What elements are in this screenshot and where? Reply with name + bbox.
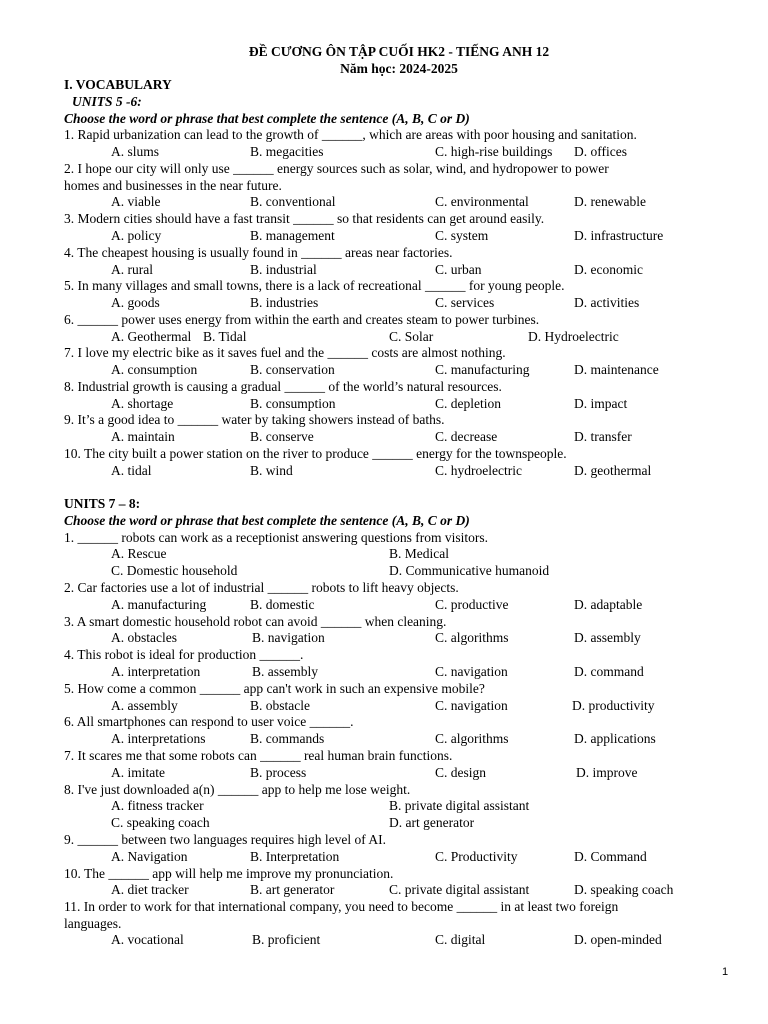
option-a: A. Rescue: [111, 546, 167, 561]
question-text: 11. In order to work for that international company, you need to become ______ in at least two foreign: [64, 899, 619, 914]
question-text: 6. ______ power uses energy from within the earth and creates steam to power turbines.: [64, 312, 540, 327]
option-c: C. private digital assistant: [389, 882, 530, 897]
option-a: A. consumption: [111, 362, 198, 377]
option-d: D. Communicative humanoid: [389, 563, 550, 578]
option-a: A. tidal: [111, 463, 152, 478]
option-a: A. assembly: [111, 698, 178, 713]
option-a: A. goods: [111, 295, 160, 310]
question-text: 6. All smartphones can respond to user voice ______.: [64, 714, 354, 729]
document-title: ĐỀ CƯƠNG ÔN TẬP CUỐI HK2 - TIẾNG ANH 12: [248, 44, 550, 59]
question-text: 9. It’s a good idea to ______ water by taking showers instead of baths.: [64, 412, 445, 427]
option-d: D. speaking coach: [574, 882, 674, 897]
question-text: 7. It scares me that some robots can ______ real human brain functions.: [64, 748, 453, 763]
question-text: 4. The cheapest housing is usually found in ______ areas near factories.: [64, 245, 453, 260]
option-d: D. geothermal: [574, 463, 652, 478]
units-7-8-heading: UNITS 7 – 8:: [64, 496, 141, 511]
option-a: A. viable: [111, 194, 161, 209]
option-b: B. industries: [250, 295, 319, 310]
option-d: D. adaptable: [574, 597, 643, 612]
option-a: A. Geothermal: [111, 329, 192, 344]
option-c: C. algorithms: [435, 630, 509, 645]
question-text: 10. The city built a power station on the river to produce ______ energy for the townspeople.: [64, 446, 567, 461]
option-b: B. management: [250, 228, 335, 243]
question-text-continued: homes and businesses in the near future.: [64, 178, 282, 193]
option-d: D. transfer: [574, 429, 632, 444]
option-b: B. conserve: [250, 429, 314, 444]
option-b: B. Medical: [389, 546, 449, 561]
question-text: 8. I've just downloaded a(n) ______ app to help me lose weight.: [64, 782, 411, 797]
option-a: A. imitate: [111, 765, 165, 780]
option-d: D. art generator: [389, 815, 475, 830]
option-b: B. Tidal: [203, 329, 247, 344]
question-text: 3. Modern cities should have a fast transit ______ so that residents can get around easily.: [64, 211, 545, 226]
option-c: C. manufacturing: [435, 362, 530, 377]
option-c: C. Solar: [389, 329, 434, 344]
question-text: 1. Rapid urbanization can lead to the growth of ______, which are areas with poor housing and sanitation.: [64, 127, 637, 142]
option-d: D. impact: [574, 396, 628, 411]
question-text: 2. I hope our city will only use ______ energy sources such as solar, wind, and hydropower to power: [64, 161, 609, 176]
option-d: D. Command: [574, 849, 647, 864]
option-d: D. command: [574, 664, 644, 679]
question-text: 5. How come a common ______ app can't work in such an expensive mobile?: [64, 681, 485, 696]
option-b: B. obstacle: [250, 698, 310, 713]
option-c: C. urban: [435, 262, 482, 277]
question-text: 5. In many villages and small towns, there is a lack of recreational ______ for young people.: [64, 278, 565, 293]
option-c: C. navigation: [435, 698, 508, 713]
option-a: A. rural: [111, 262, 153, 277]
option-c: C. digital: [435, 932, 486, 947]
option-b: B. wind: [250, 463, 293, 478]
option-b: B. private digital assistant: [389, 798, 530, 813]
option-b: B. navigation: [252, 630, 325, 645]
option-d: D. productivity: [572, 698, 655, 713]
option-c: C. productive: [435, 597, 509, 612]
instruction-2: Choose the word or phrase that best complete the sentence (A, B, C or D): [64, 513, 470, 528]
option-c: C. Domestic household: [111, 563, 238, 578]
question-text: 2. Car factories use a lot of industrial ______ robots to lift heavy objects.: [64, 580, 459, 595]
school-year: Năm học: 2024-2025: [340, 61, 458, 76]
instruction-1: Choose the word or phrase that best complete the sentence (A, B, C or D): [64, 111, 470, 126]
option-c: C. Productivity: [435, 849, 518, 864]
option-d: D. Hydroelectric: [528, 329, 619, 344]
option-d: D. applications: [574, 731, 656, 746]
option-a: A. vocational: [111, 932, 184, 947]
option-b: B. Interpretation: [250, 849, 340, 864]
option-a: A. policy: [111, 228, 162, 243]
option-d: D. maintenance: [574, 362, 659, 377]
option-b: B. art generator: [250, 882, 335, 897]
option-a: A. maintain: [111, 429, 175, 444]
option-d: D. offices: [574, 144, 627, 159]
option-c: C. services: [435, 295, 495, 310]
option-b: B. industrial: [250, 262, 317, 277]
option-b: B. process: [250, 765, 307, 780]
units-5-6-heading: UNITS 5 -6:: [72, 94, 142, 109]
question-text: 3. A smart domestic household robot can avoid ______ when cleaning.: [64, 614, 447, 629]
option-c: C. environmental: [435, 194, 529, 209]
option-a: A. interpretations: [111, 731, 206, 746]
option-d: D. improve: [576, 765, 638, 780]
option-d: D. activities: [574, 295, 640, 310]
option-c: C. high-rise buildings: [435, 144, 553, 159]
section-heading-vocabulary: I. VOCABULARY: [64, 77, 172, 92]
option-b: B. consumption: [250, 396, 336, 411]
option-c: C. design: [435, 765, 487, 780]
question-text: 4. This robot is ideal for production ______.: [64, 647, 304, 662]
question-text: 7. I love my electric bike as it saves fuel and the ______ costs are almost nothing.: [64, 345, 506, 360]
option-b: B. assembly: [252, 664, 318, 679]
option-d: D. assembly: [574, 630, 641, 645]
option-c: C. speaking coach: [111, 815, 210, 830]
option-a: A. interpretation: [111, 664, 201, 679]
option-b: B. conservation: [250, 362, 335, 377]
question-text: 10. The ______ app will help me improve my pronunciation.: [64, 866, 394, 881]
option-c: C. hydroelectric: [435, 463, 522, 478]
option-a: A. shortage: [111, 396, 174, 411]
option-b: B. commands: [250, 731, 325, 746]
option-b: B. proficient: [252, 932, 321, 947]
question-text: 9. ______ between two languages requires high level of AI.: [64, 832, 387, 847]
option-b: B. conventional: [250, 194, 336, 209]
page-number: 1: [722, 966, 729, 978]
question-text-continued: languages.: [64, 916, 122, 931]
option-d: D. open-minded: [574, 932, 662, 947]
option-a: A. fitness tracker: [111, 798, 204, 813]
option-c: C. decrease: [435, 429, 498, 444]
option-c: C. navigation: [435, 664, 508, 679]
option-a: A. slums: [111, 144, 160, 159]
option-a: A. obstacles: [111, 630, 177, 645]
option-d: D. renewable: [574, 194, 646, 209]
option-a: A. manufacturing: [111, 597, 207, 612]
option-b: B. megacities: [250, 144, 324, 159]
option-d: D. infrastructure: [574, 228, 664, 243]
option-c: C. system: [435, 228, 489, 243]
question-text: 1. ______ robots can work as a receptionist answering questions from visitors.: [64, 530, 489, 545]
option-a: A. Navigation: [111, 849, 188, 864]
option-c: C. depletion: [435, 396, 501, 411]
option-a: A. diet tracker: [111, 882, 189, 897]
question-text: 8. Industrial growth is causing a gradual ______ of the world’s natural resources.: [64, 379, 502, 394]
option-d: D. economic: [574, 262, 643, 277]
option-b: B. domestic: [250, 597, 315, 612]
option-c: C. algorithms: [435, 731, 509, 746]
